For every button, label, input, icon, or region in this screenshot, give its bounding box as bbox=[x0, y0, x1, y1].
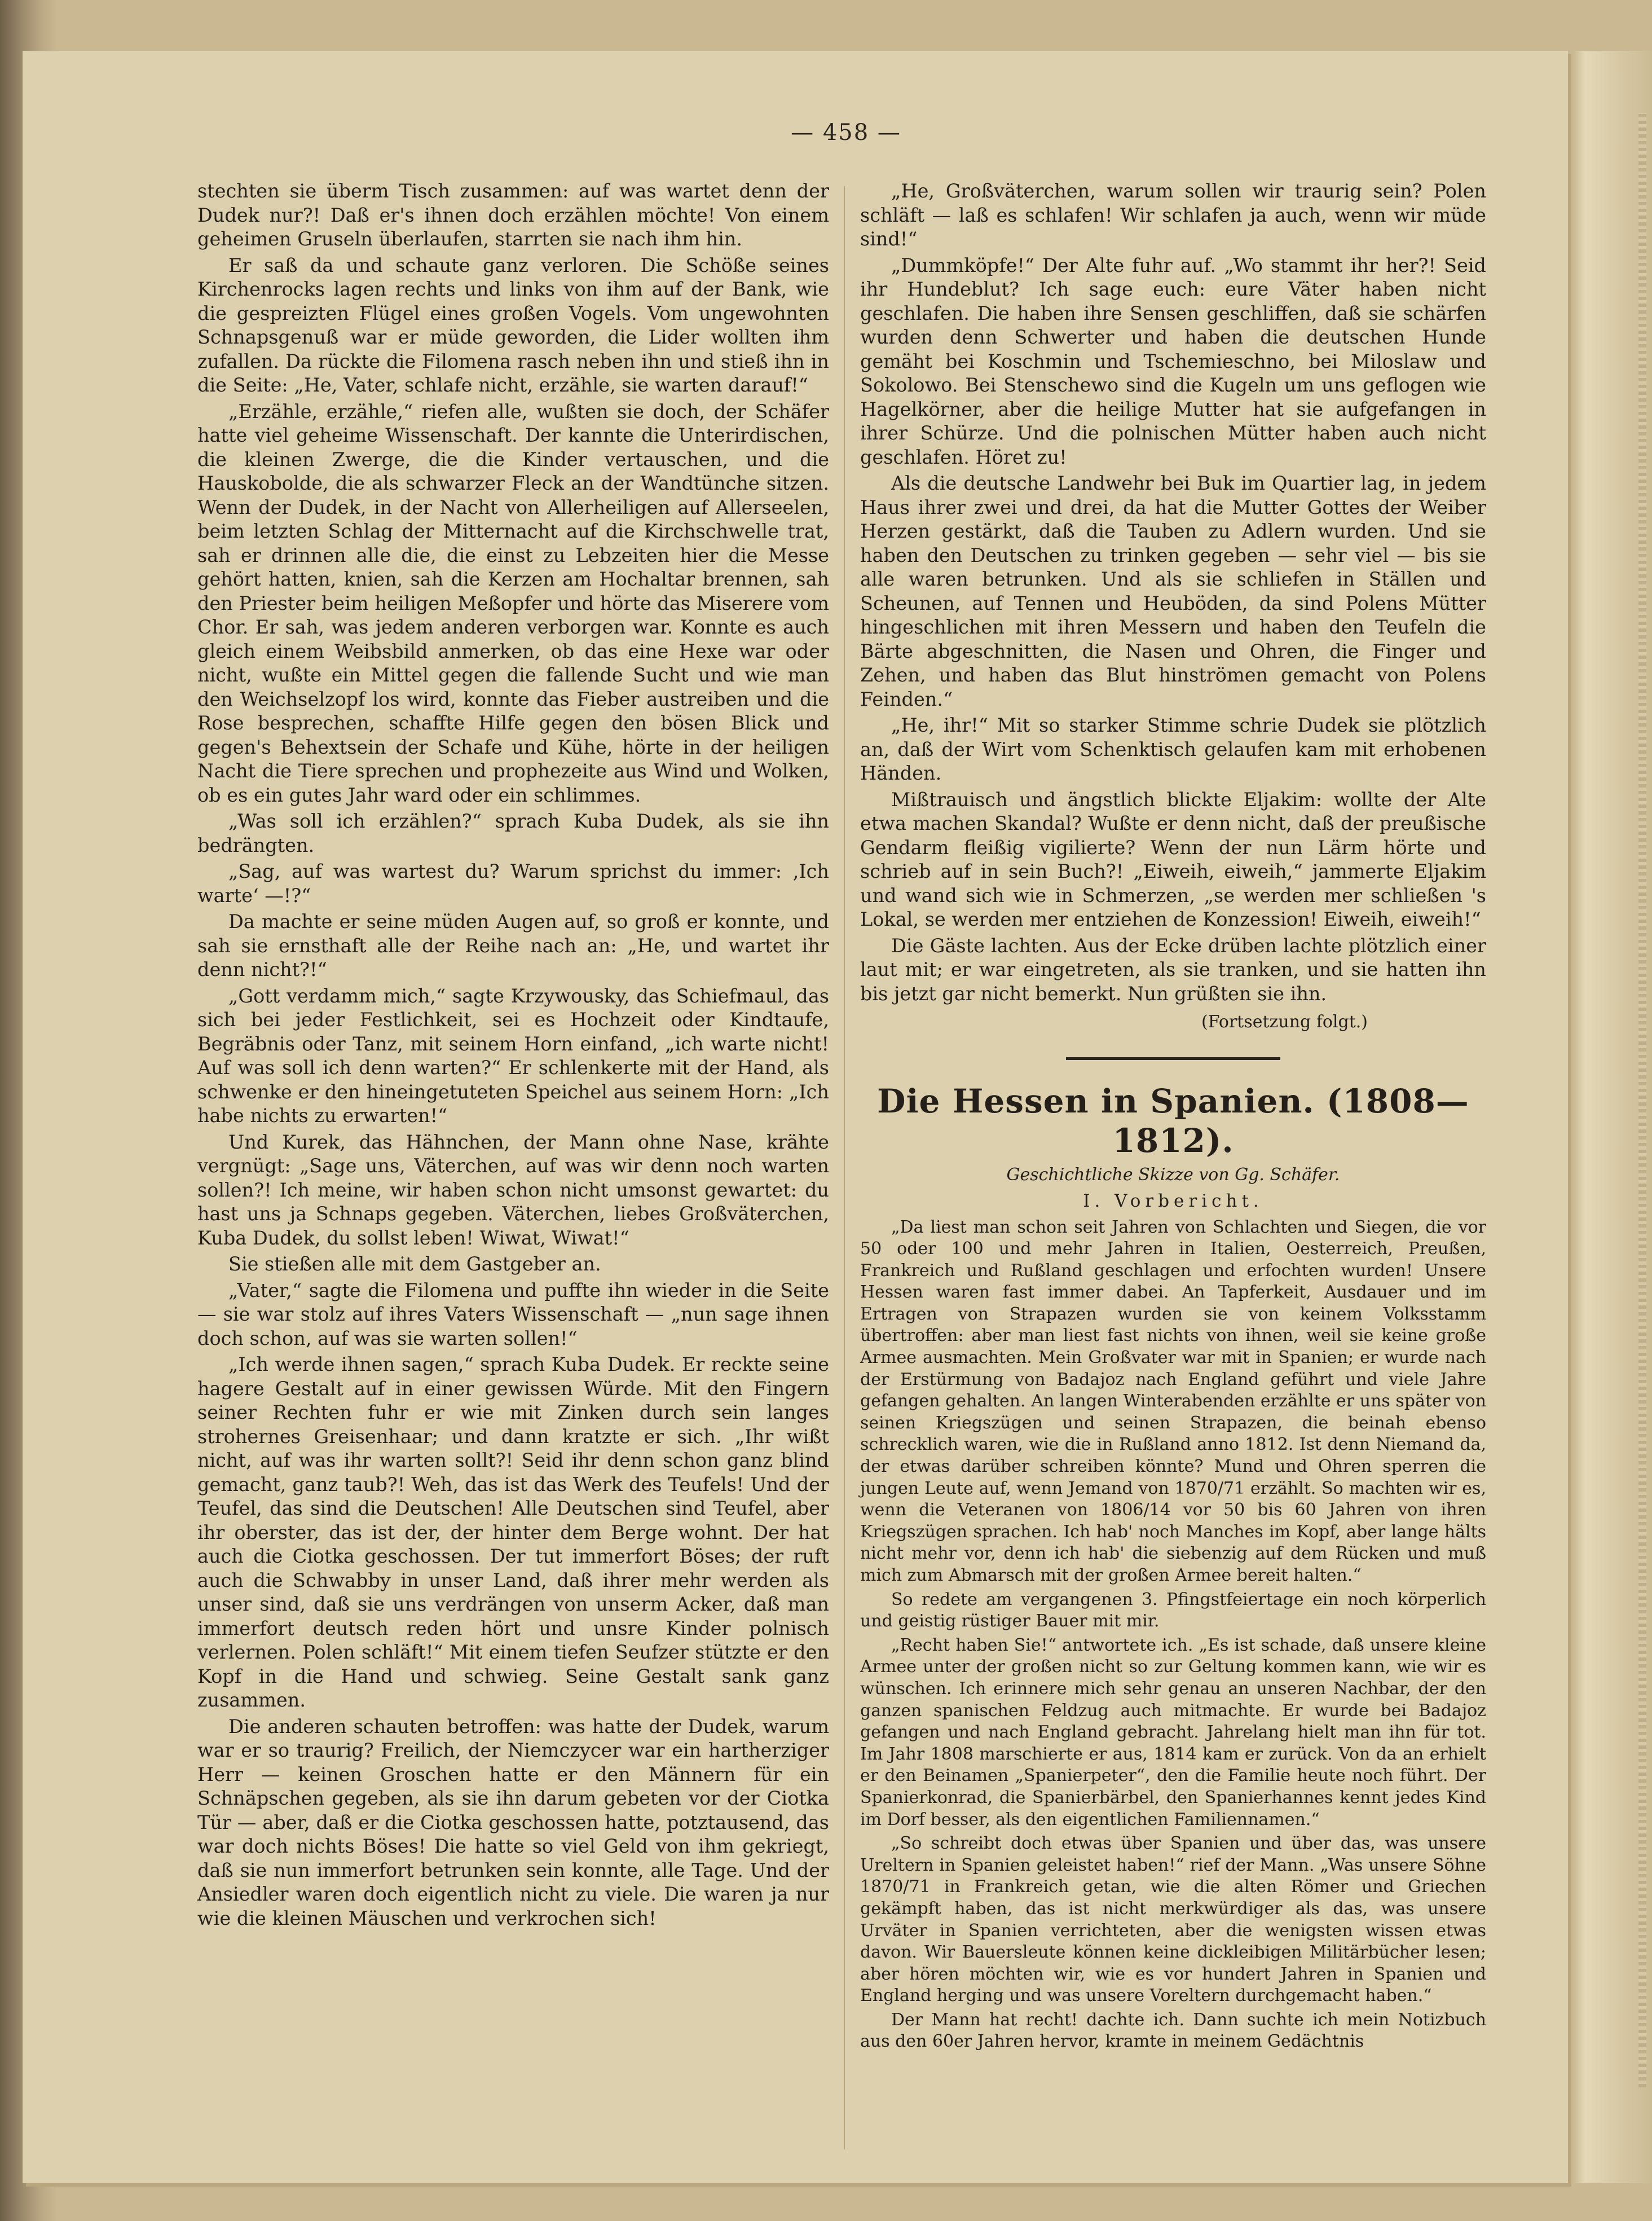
paragraph: „Was soll ich erzählen?“ sprach Kuba Dudek, als sie ihn bedrängten. bbox=[197, 810, 829, 856]
paragraph: Als die deutsche Landwehr bei Buk im Quartier lag, in jedem Haus ihrer zwei und drei, da hat die Mutter Gottes der Weiber Herzen gestärkt, daß die Tauben zu Adlern wurden. Und sie haben den Deutschen zu trinken gegeben — sehr viel — bis sie alle waren betrunken. Und als sie schliefen in Ställen und Scheunen, auf Tennen und Heuböden, da sind Polens Mütter hingeschlichen mit ihren Messern und haben den Teufeln die Bärte abgeschnitten, die Nasen und Ohren, die Finger und Zehen, und haben das Blut hinströmen gemacht von Polens Feinden.“ bbox=[860, 472, 1486, 710]
paragraph: Er saß da und schaute ganz verloren. Die Schöße seines Kirchenrocks lagen rechts und links von ihm auf der Bank, wie die gespreizten Flügel eines großen Vogels. Vom ungewohnten Schnapsgenuß war er müde geworden, die Lider wollten ihm zufallen. Da rückte die Filomena rasch neben ihn und stieß ihn in die Seite: „He, Vater, schlafe nicht, erzähle, sie warten darauf!“ bbox=[197, 254, 829, 396]
paragraph: Die Gäste lachten. Aus der Ecke drüben lachte plötzlich einer laut mit; er war eingetreten, als sie tranken, und sie hatten ihn bis jetzt gar nicht bemerkt. Nun grüßten sie ihn. bbox=[860, 934, 1486, 1005]
article-byline: Geschichtliche Skizze von Gg. Schäfer. bbox=[1006, 1164, 1340, 1185]
column-divider bbox=[844, 186, 845, 2149]
paragraph: So redete am vergangenen 3. Pfingstfeiertage ein noch körperlich und geistig rüstiger Bauer mit mir. bbox=[860, 1589, 1486, 1631]
paragraph: Der Mann hat recht! dachte ich. Dann suchte ich mein Notizbuch aus den 60er Jahren hervor, kramte in meinem Gedächtnis bbox=[860, 2009, 1486, 2052]
paragraph: Und Kurek, das Hähnchen, der Mann ohne Nase, krähte vergnügt: „Sage uns, Väterchen, auf was wir denn noch warten sollen?! Ich meine, wir haben schon nicht umsonst gewartet: du hast uns ja Schnaps gegeben. Väterchen, liebes Großväterchen, Kuba Dudek, du sollst leben! Wiwat, Wiwat!“ bbox=[197, 1131, 829, 1249]
paragraph: „He, ihr!“ Mit so starker Stimme schrie Dudek sie plötzlich an, daß der Wirt vom Schenktisch gelaufen kam mit erhobenen Händen. bbox=[860, 714, 1486, 784]
paragraph: „Ich werde ihnen sagen,“ sprach Kuba Dudek. Er reckte seine hagere Gestalt auf in einer gewissen Würde. Mit den Fingern seiner Rechten fuhr er wie mit Zinken durch sein langes strohernes Greisenhaar; und dann kratzte er sich. „Ihr wißt nicht, auf was ihr warten sollt?! Seid ihr denn schon ganz blind gemacht, ganz taub?! Weh, das ist das Werk des Teufels! Und der Teufel, das sind die Deutschen! Alle Deutschen sind Teufel, aber ihr oberster, das ist der, der hinter dem Berge wohnt. Der hat auch die Ciotka geschossen. Der tut immerfort Böses; der ruft auch die Schwabby in unser Land, daß ihrer mehr werden als unser sind, daß sie uns verdrängen von unserm Acker, daß man immerfort deutsch reden hört und unsre Kinder polnisch verlernen. Polen schläft!“ Mit einem tiefen Seufzer stützte er den Kopf in die Hand und schwieg. Seine Gestalt sank ganz zusammen. bbox=[197, 1353, 829, 1711]
paragraph: „Recht haben Sie!“ antwortete ich. „Es ist schade, daß unsere kleine Armee unter der großen nicht so zur Geltung kommen kann, wie wir es wünschen. Ich erinnere mich sehr genau an unseren Nachbar, der den ganzen spanischen Feldzug auch mitmachte. Er wurde bei Badajoz gefangen und nach England gebracht. Jahrelang hielt man ihn für tot. Im Jahr 1808 marschierte er aus, 1814 kam er zurück. Von da an erhielt er den Beinamen „Spanierpeter“, den die Familie heute noch führt. Der Spanierkonrad, die Spanierbärbel, den Spanierhannes kennt jedes Kind im Dorf besser, als den eigentlichen Familiennamen.“ bbox=[860, 1635, 1486, 1829]
continued-note: (Fortsetzung folgt.) bbox=[1201, 1012, 1368, 1032]
page-number: — 458 — bbox=[791, 120, 901, 146]
section-heading: I. Vorbericht. bbox=[1083, 1190, 1263, 1211]
left-column bbox=[197, 179, 829, 1933]
paragraph: Mißtrauisch und ängstlich blickte Eljakim: wollte der Alte etwa machen Skandal? Wußte er denn nicht, daß der preußische Gendarm fleißig vigilierte? Wenn der nun Lärm hörte und schrieb auf in sein Buch?! „Eiweih, eiweih,“ jammerte Eljakim und wand sich wie in Schmerzen, „se werden mer schließen 's Lokal, se werden mer entziehen de Konzession! Eiweih, eiweih!“ bbox=[860, 788, 1486, 930]
article-divider bbox=[1066, 1057, 1280, 1060]
paragraph: Da machte er seine müden Augen auf, so groß er konnte, und sah sie ernsthaft alle der Reihe nach an: „He, und wartet ihr denn nicht?!“ bbox=[197, 911, 829, 980]
paragraph: „So schreibt doch etwas über Spanien und über das, was unsere Ureltern in Spanien geleistet haben!“ rief der Mann. „Was unsere Söhne 1870/71 in Frankreich getan, wie die alten Römer und Griechen gekämpft haben, das ist nicht merkwürdiger als das, was unsere Urväter in Spanien verrichteten, aber die wenigsten wissen etwas davon. Wir Bauersleute können keine dickleibigen Militärbücher lesen; aber hören möchten wir, wie es vor hundert Jahren in Spanien und England herging und was unsere Voreltern durchgemacht haben.“ bbox=[860, 1833, 1486, 2006]
paragraph: Sie stießen alle mit dem Gastgeber an. bbox=[228, 1253, 601, 1275]
paragraph: „Vater,“ sagte die Filomena und puffte ihn wieder in die Seite — sie war stolz auf ihres Vaters Wissenschaft — „nun sage ihnen doch schon, auf was sie warten sollen!“ bbox=[197, 1279, 829, 1349]
paragraph: Die anderen schauten betroffen: was hatte der Dudek, warum war er so traurig? Freilich, der Niemczycer war ein hartherziger Herr — keinen Groschen hatte er den Männern für ein Schnäpschen gegeben, als sie ihn darum gebeten vor der Ciotka Tür — aber, daß er die Ciotka geschossen hatte, potztausend, das war doch nichts Böses! Die hatte so viel Geld von ihm gekriegt, daß sie nun immerfort betrunken sein konnte, alle Tage. Und der Ansiedler waren doch eigentlich nicht zu viele. Die waren ja nur wie die kleinen Mäuschen und verkrochen sich! bbox=[197, 1715, 829, 1929]
article-body bbox=[860, 1217, 1486, 2053]
binding-edge bbox=[1638, 113, 1646, 2087]
right-column bbox=[860, 179, 1486, 2055]
article-title: Die Hessen in Spanien. (1808—1812). bbox=[877, 1081, 1469, 1160]
paragraph: „Gott verdamm mich,“ sagte Krzywousky, das Schiefmaul, das sich bei jeder Festlichkeit, sei es Hochzeit oder Kindtaufe, Begräbnis oder Tanz, mit seinem Horn einfand, „ich warte nicht! Auf was soll ich denn warten?“ Er schlenkerte mit der Hand, als schwenke er den hineingetuteten Speichel aus seinem Horn: „Ich habe nichts zu erwarten!“ bbox=[197, 984, 829, 1127]
paragraph: „Erzähle, erzähle,“ riefen alle, wußten sie doch, der Schäfer hatte viel geheime Wissenschaft. Der kannte die Unterirdischen, die kleinen Zwerge, die die Kinder vertauschen, und die Hauskobolde, die als schwarzer Fleck an der Wandtünche sitzen. Wenn der Dudek, in der Nacht von Allerheiligen auf Allerseelen, beim letzten Schlag der Mitternacht auf die Kirchschwelle trat, sah er drinnen alle die, die einst zu Lebzeiten hier die Messe gehört hatten, knien, sah die Kerzen am Hochaltar brennen, sah den Priester beim heiligen Meßopfer und hörte das Miserere vom Chor. Er sah, was jedem anderen verborgen war. Konnte es auch gleich einem Weibsbild anmerken, ob das eine Hexe war oder nicht, wußte ein Mittel gegen die fallende Sucht und wie man den Weichselzopf los wird, konnte das Fieber austreiben und die Rose besprechen, schaffte Hilfe gegen den bösen Blick und gegen's Behextsein der Schafe und Kühe, hörte in der heiligen Nacht die Tiere sprechen und prophezeite aus Wind und Wolken, ob es ein gutes Jahr ward oder ein schlimmes. bbox=[197, 400, 829, 806]
paragraph: „Dummköpfe!“ Der Alte fuhr auf. „Wo stammt ihr her?! Seid ihr Hundeblut? Ich sage euch: eure Väter haben nicht geschlafen. Die haben ihre Sensen geschliffen, daß sie schärfen wurden denn Schwerter und haben die deutschen Hunde gemäht bei Koschmin und Tschemieschno, bei Miloslaw und Sokolowo. Bei Stenschewo sind die Kugeln um uns geflogen wie Hagelkörner, aber die heilige Mutter hat sie aufgefangen in ihrer Schürze. Und die polnischen Mütter haben auch nicht geschlafen. Höret zu! bbox=[860, 254, 1486, 468]
paragraph: „Sag, auf was wartest du? Warum sprichst du immer: ,Ich warte‘ —!?“ bbox=[197, 860, 829, 907]
paragraph: stechten sie überm Tisch zusammen: auf was wartet denn der Dudek nur?! Daß er's ihnen doch erzählen möchte! Von einem geheimen Gruseln überlaufen, starrten sie nach ihm hin. bbox=[197, 180, 829, 250]
paragraph: „Da liest man schon seit Jahren von Schlachten und Siegen, die vor 50 oder 100 und mehr Jahren in Italien, Oesterreich, Preußen, Frankreich und Rußland geschlagen und erfochten wurden! Unsere Hessen waren fast immer dabei. An Tapferkeit, Ausdauer und im Ertragen von Strapazen wurden sie von keinem Volksstamm übertroffen: aber man liest fast nichts von ihnen, weil sie keine große Armee ausmachten. Mein Großvater war mit in Spanien; er wurde nach der Erstürmung von Badajoz nach England geführt und viele Jahre gefangen gehalten. An langen Winterabenden erzählte er uns später von seinen Kriegszügen und seinen Strapazen, die beinah ebenso schrecklich waren, wie die in Rußland anno 1812. Ist denn Niemand da, der etwas darüber schreiben könnte? Mund und Ohren sperren die jungen Leute auf, wenn Jemand von 1870/71 erzählt. So machten wir es, wenn die Veteranen von 1806/14 vor 50 bis 60 Jahren von ihren Kriegszügen sprachen. Ich hab' noch Manches im Kopf, aber lange hälts nicht mehr vor, denn ich hab' die siebenzig auf dem Rücken und muß mich zum Abmarsch mit der großen Armee bereit halten.“ bbox=[860, 1217, 1486, 1585]
paragraph: „He, Großväterchen, warum sollen wir traurig sein? Polen schläft — laß es schlafen! Wir schlafen ja auch, wenn wir müde sind!“ bbox=[860, 180, 1486, 250]
